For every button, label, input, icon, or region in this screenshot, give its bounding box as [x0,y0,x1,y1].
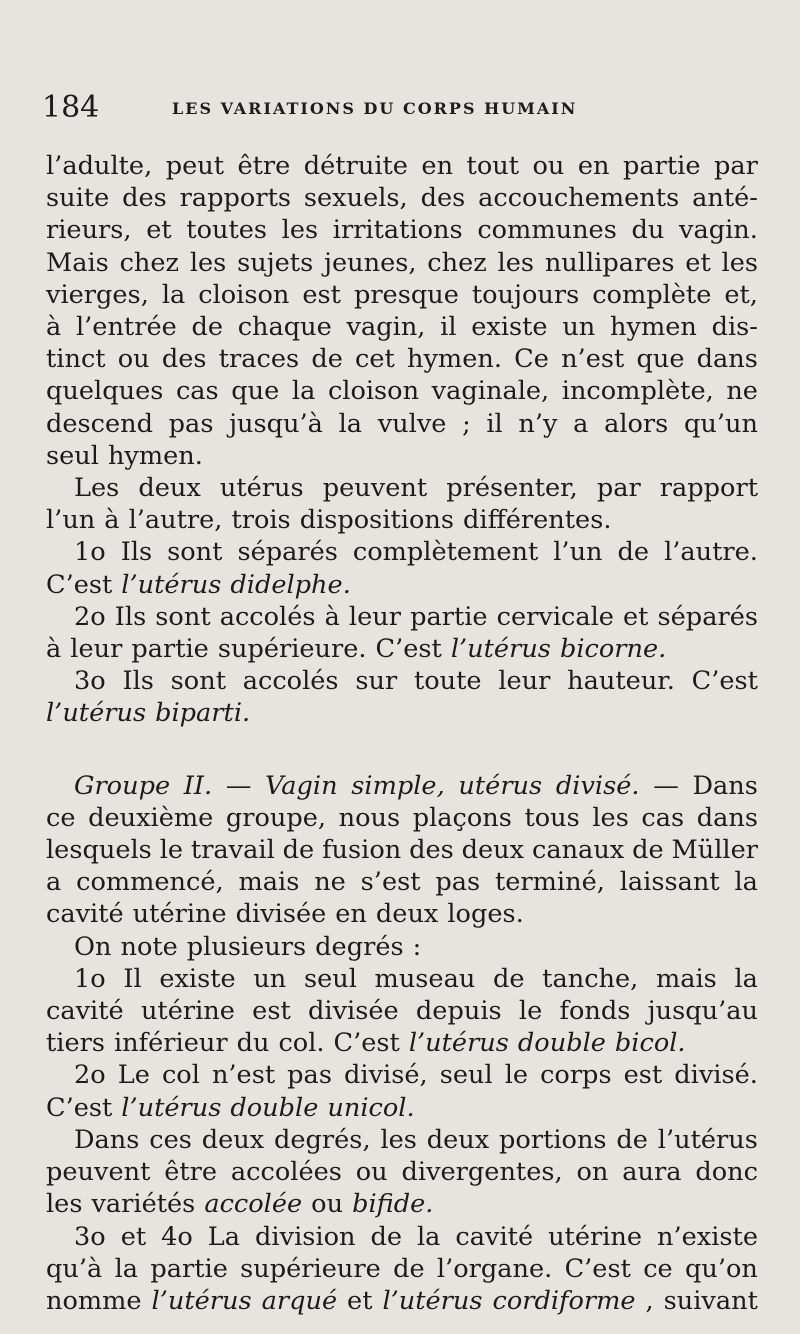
body-text [46,150,758,1317]
paragraph-gap [46,730,758,770]
text-line: On note plusieurs degrés : [74,931,422,962]
text-line: C’est l’utérus double unicol. [46,1092,415,1123]
page-header [42,88,762,128]
page-number: 184 [42,90,100,125]
text-line: 2o Le col n’est pas divisé, seul le corps est divisé. [74,1060,758,1091]
text-line: a commencé, mais ne s’est pas terminé, laissant la [46,867,758,898]
text-line: quelques cas que la cloison vaginale, incomplète, ne [46,376,758,407]
text-line: 1o Il existe un seul museau de tanche, mais la [74,963,758,994]
text-line: à leur partie supérieure. C’est l’utérus bicorne. [46,634,667,665]
text-line: cavité utérine est divisée depuis le fonds jusqu’au [46,996,758,1027]
text-line: l’adulte, peut être détruite en tout ou en partie par [46,151,758,181]
text-line: qu’à la partie supérieure de l’organe. C’est ce qu’on [46,1253,758,1284]
text-line: à l’entrée de chaque vagin, il existe un hymen dis- [46,312,758,343]
text-line: l’utérus biparti. [46,698,251,729]
text-line: 1o Ils sont séparés complètement l’un de l’autre. [74,537,758,568]
text-line: seul hymen. [46,440,203,471]
running-head: LES VARIATIONS DU CORPS HUMAIN [172,99,578,118]
text-line: tinct ou des traces de cet hymen. Ce n’est que dans [46,344,758,375]
text-line: lesquels le travail de fusion des deux canaux de Müller [46,835,758,866]
text-line: suite des rapports sexuels, des accouchements anté- [46,183,758,214]
text-line: l’un à l’autre, trois dispositions différentes. [46,505,612,536]
text-line: vierges, la cloison est presque toujours complète et, [46,279,758,310]
text-line: nomme l’utérus arqué et l’utérus cordiforme , suivant [46,1285,758,1316]
text-line: Mais chez les sujets jeunes, chez les nullipares et les [46,247,758,278]
text-line: 3o Ils sont accolés sur toute leur hauteur. C’est [74,666,758,697]
text-line: les variétés accolée ou bifide. [46,1189,434,1220]
text-line: descend pas jusqu’à la vulve ; il n’y a alors qu’un [46,408,758,439]
text-line: ce deuxième groupe, nous plaçons tous les cas dans [46,802,758,833]
text-line: cavité utérine divisée en deux loges. [46,899,524,930]
text-line: 2o Ils sont accolés à leur partie cervicale et séparés [74,601,758,632]
text-line: rieurs, et toutes les irritations communes du vagin. [46,215,758,246]
text-line: peuvent être accolées ou divergentes, on aura donc [46,1157,758,1188]
text-line: tiers inférieur du col. C’est l’utérus double bicol. [46,1028,686,1059]
text-line: Dans ces deux degrés, les deux portions de l’utérus [74,1124,758,1155]
text-line: Les deux utérus peuvent présenter, par rapport [74,473,758,504]
text-line: C’est l’utérus didelphe. [46,569,351,600]
text-line: 3o et 4o La division de la cavité utérine n’existe [74,1221,758,1252]
text-line: Groupe II. — Vagin simple, utérus divisé. — Dans [74,770,758,801]
